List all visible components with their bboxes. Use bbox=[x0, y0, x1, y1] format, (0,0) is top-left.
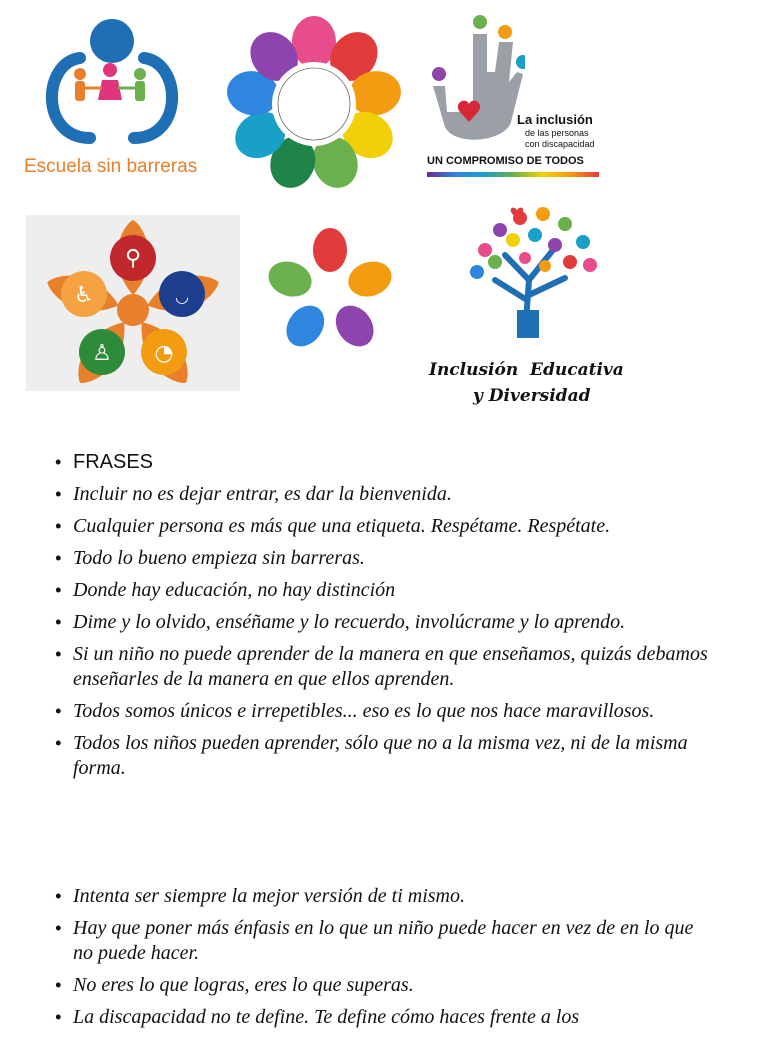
inclusion-line4: UN COMPROMISO DE TODOS bbox=[427, 155, 584, 167]
inclusion-logo bbox=[425, 12, 605, 184]
hand-with-heart-icon bbox=[425, 12, 525, 152]
frase-item: • No eres lo que logras, eres lo que superas. bbox=[55, 973, 715, 998]
svg-text:♙: ♙ bbox=[92, 341, 112, 366]
frase-item: • Hay que poner más énfasis en lo que un niño puede hacer en vez de en lo que no puede hacer. bbox=[55, 916, 715, 966]
escuela-sin-barreras-logo bbox=[22, 18, 207, 183]
disability-flower-logo bbox=[26, 215, 240, 391]
frase-item: • Donde hay educación, no hay distinción bbox=[55, 578, 715, 603]
frase-item: • Todo lo bueno empieza sin barreras. bbox=[55, 546, 715, 571]
colorful-hands-ring-icon bbox=[220, 10, 408, 198]
frase-item: • La discapacidad no te define. Te define cómo haces frente a los bbox=[55, 1005, 715, 1030]
hands-icons-logo bbox=[260, 222, 400, 362]
frase-item: • Incluir no es dejar entrar, es dar la bienvenida. bbox=[55, 482, 715, 507]
frase-item: • Todos los niños pueden aprender, sólo que no a la misma vez, ni de la misma forma. bbox=[55, 731, 715, 781]
tree-caption-line2: y Diversidad bbox=[473, 386, 591, 406]
svg-text:♿: ♿ bbox=[74, 283, 94, 308]
svg-text:◔: ◔ bbox=[154, 341, 174, 366]
rainbow-bar bbox=[427, 172, 599, 177]
frases-list bbox=[55, 450, 715, 788]
frase-item: • Dime y lo olvido, enséñame y lo recuerdo, involúcrame y lo aprendo. bbox=[55, 610, 715, 635]
inclusion-line2: de las personas bbox=[525, 128, 589, 138]
svg-text:⚲: ⚲ bbox=[124, 246, 142, 271]
frases-list-2 bbox=[55, 884, 715, 1037]
frase-item: • Intenta ser siempre la mejor versión de ti mismo. bbox=[55, 884, 715, 909]
hands-with-disability-icons-icon bbox=[260, 222, 400, 362]
escuela-caption: Escuela sin barreras bbox=[24, 156, 198, 177]
frase-item: • Si un niño no puede aprender de la manera en que enseñamos, quizás debamos enseñarles de la manera en que ellos aprenden. bbox=[55, 642, 715, 692]
frase-item: • Cualquier persona es más que una etiqueta. Respétame. Respétate. bbox=[55, 514, 715, 539]
puzzle-tree-icon bbox=[425, 200, 640, 340]
inclusion-title: La inclusión bbox=[517, 112, 593, 127]
inclusion-line3: con discapacidad bbox=[525, 139, 595, 149]
frases-heading: • FRASES bbox=[55, 450, 715, 475]
disability-symbols-flower-icon bbox=[26, 215, 240, 391]
tree-caption-line1: Inclusión Educativa bbox=[429, 360, 624, 380]
frase-item: • Todos somos únicos e irrepetibles... eso es lo que nos hace maravillosos. bbox=[55, 699, 715, 724]
tree-logo bbox=[425, 200, 640, 415]
svg-text:◡: ◡ bbox=[175, 287, 189, 306]
hands-circle-logo bbox=[220, 10, 408, 198]
family-in-hands-icon bbox=[22, 18, 207, 168]
